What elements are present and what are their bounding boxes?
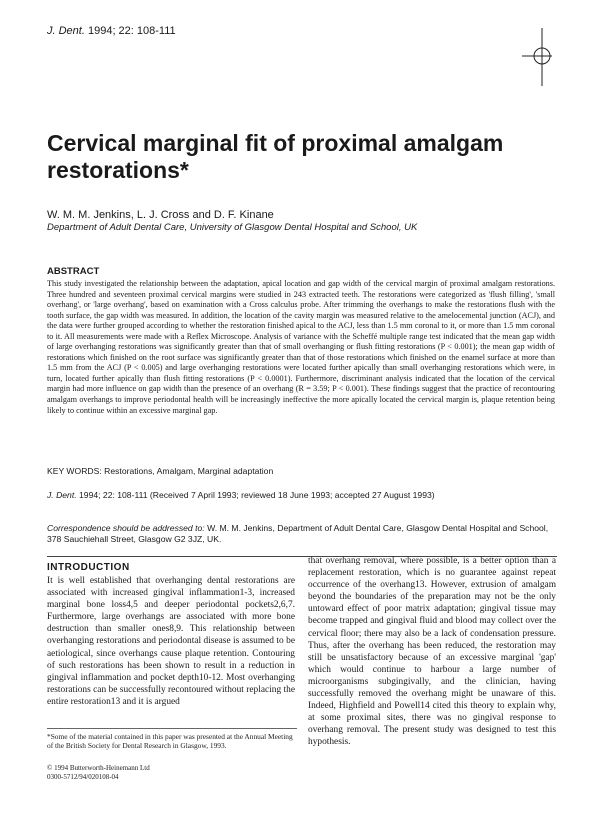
citation-journal: J. Dent. xyxy=(47,490,77,500)
copyright xyxy=(47,764,297,782)
footnote: *Some of the material contained in this paper was presented at the Annual Meeting of the British Society for Dental Research in Glasgow, 1993. xyxy=(47,732,293,750)
citation-text: 1994; 22: 108-111 (Received 7 April 1993; reviewed 18 June 1993; accepted 27 August 1993) xyxy=(79,490,435,500)
correspondence xyxy=(47,523,557,545)
keywords: KEY WORDS: Restorations, Amalgam, Marginal adaptation xyxy=(47,466,274,476)
introduction-column-right: that overhang removal, where possible, is a better option than a replacement restoration, which is no guarantee against repeat occurrence of the overhang13. However, extrusion of amalgam beyond the boundaries of the preparation may not be the only untoward effect of poor matrix adaptation; gingival tissue may become trapped and gingival fluid and blood may collect over the cervical floor; there may also be a lack of condensation pressure. Thus, after the overhang has been reduced, the restoration may still be unsatisfactory because of an excessive marginal 'gap' which would continue to harbour a large number of microorganisms subgingivally, and the clinician, having successfully removed the overhang might be unaware of this. Indeed, Highfield and Powell14 cited this theory to explain why, at some proximal sites, there was no gingival response to overhang removal. The present study was designed to test this hypothesis. xyxy=(308,556,556,748)
article-title: Cervical marginal fit of proximal amalgam restorations* xyxy=(47,130,504,183)
footnote-divider xyxy=(47,728,297,729)
introduction-column-left: It is well established that overhanging dental restorations are associated with increased gingival inflammation1-3, increased marginal bone loss4,5 and deeper periodontal pockets2,6,7. Furthermore, large overhangs are associated with more bone destruction than smaller ones8,9. This relationship between overhanging restorations and periodontal disease is assumed to be aetiological, since overhangs cause plaque retention. Contouring of such restorations has been shown to result in a reduction in gingival inflammation and pocket depth10-12. Most overhanging restorations can be successfully recontoured without replacing the entire restoration13 and it is argued xyxy=(47,576,295,707)
copyright-line: © 1994 Butterworth-Heinemann Ltd xyxy=(47,764,150,772)
correspondence-lead: Correspondence should be addressed to: xyxy=(47,523,205,533)
abstract-text: This study investigated the relationship between the adaptation, apical location and gap width of the cervical margin of proximal amalgam restorations. Three hundred and seventeen proximal cervical margins were studied in 243 extracted teeth. The restorations were categorized as 'flush filling', 'small overhang', or 'large overhang', based on examination with a Cross calculus probe. After trimming the overhangs to make the restorations flush with the tooth surface, the gap width was measured. In addition, the location of the cavity margin was measured relative to the amelocemental junction (ACJ), and the data were further grouped according to whether the restoration finished apical to the ACJ, less than 1.5 mm coronal to it, or more than 1.5 mm coronal to it. All measurements were made with a Reflex Microscope. Analysis of variance with the Scheffé multiple range test indicated that the mean gap width of large overhanging restorations was significantly greater than that of small overhanging or flush fitting restorations (P < 0.001); the mean gap width of restorations which finished on the root surface was significantly greater than that of those restorations which finished on the enamel surface at more than 1.5 mm from the ACJ (P < 0.005) and large overhanging restorations were located further apically than small overhanging restorations which were, in turn, located further apically than flush fitting restorations (P < 0.0001). Furthermore, discriminant analysis indicated that the location of the cervical margin had more influence on gap width than the presence of an overhang (R = 3.59; P < 0.001). These findings suggest that the practice of recontouring amalgam overhangs to improve periodontal health will be increasingly ineffective the more apically located the cervical margin is, plaque retention being likely to continue within an excessive marginal gap. xyxy=(47,279,555,415)
correspondence-text: W. M. M. Jenkins, Department of Adult Dental Care, Glasgow Dental Hospital and School, 378 Sauchiehall Street, Glasgow G2 3JZ, UK. xyxy=(47,523,549,544)
authors: W. M. M. Jenkins, L. J. Cross and D. F. Kinane xyxy=(47,209,274,221)
citation xyxy=(47,490,557,501)
abstract-heading: ABSTRACT xyxy=(47,266,100,277)
running-header xyxy=(47,25,176,37)
issn-line: 0300-5712/94/020108-04 xyxy=(47,773,119,781)
introduction-heading: INTRODUCTION xyxy=(47,562,130,573)
affiliation: Department of Adult Dental Care, University of Glasgow Dental Hospital and School, UK xyxy=(47,222,418,233)
journal-details: 1994; 22: 108-111 xyxy=(87,25,176,37)
journal-name: J. Dent. xyxy=(47,25,85,37)
registration-mark-icon xyxy=(512,28,552,88)
